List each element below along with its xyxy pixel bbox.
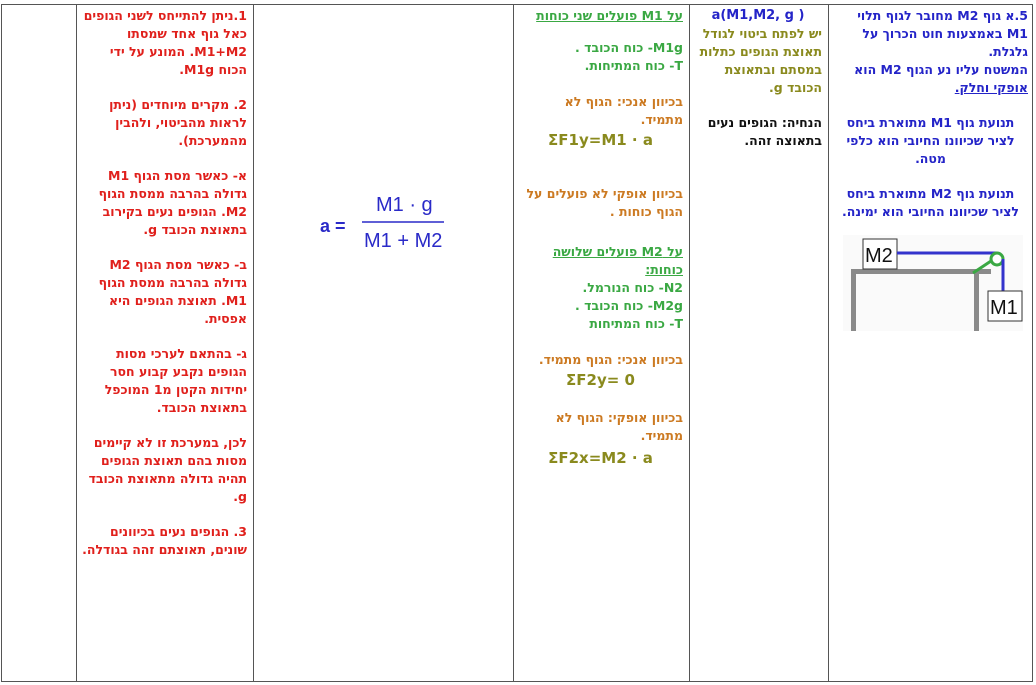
- m1-horizontal-note: בכיוון אופקי לא פועלים על הגוף כוחות .: [526, 186, 683, 219]
- m2-vertical-note: בכיוון אנכי: הגוף מתמיד.: [538, 352, 683, 367]
- conclusion-b: ב- כאשר מסת הגוף M2 גדולה בהרבה ממסת הגוף M1. תאוצת הגופים היא אפסית.: [98, 257, 247, 326]
- m1-motion-description: תנועת גוף M1 מתוארת ביחס לציר שכיוונו החיובי הוא כלפי מטה.: [846, 115, 1015, 166]
- label-m2: M2: [865, 245, 893, 267]
- question-hint: הנחיה: הגופים נעים בתאוצה זהה.: [707, 115, 822, 148]
- fraction-svg: [254, 190, 512, 260]
- m1-newton-formula: ΣF1y=M1 · a: [548, 131, 653, 149]
- forces-column: [514, 5, 690, 681]
- conclusion-1: 1.ניתן להתייחס לשני הגופים כאל גוף אחד שמסתו M1+M2. המונע על ידי הכוח M1g.: [83, 8, 247, 77]
- table-top: [851, 269, 991, 274]
- surface-description: [833, 61, 1028, 97]
- m2-force-normal: N2- כוח הנורמל.: [582, 280, 683, 295]
- conclusion-2: 2. מקרים מיוחדים (ניתן לראות מהביטוי, ולהבין מהמערכת).: [109, 97, 247, 148]
- m1-force-tension: T- כוח המתיחות.: [584, 58, 683, 73]
- pulley-wheel: [991, 253, 1003, 265]
- question-column: [690, 5, 829, 681]
- m2-horizontal-note: בכיוון אופקי: הגוף לא מתמיד.: [555, 410, 683, 443]
- formula-denominator: M1 + M2: [364, 230, 443, 252]
- m2-motion-description: תנועת גוף M2 מתוארת ביחס לציר שכיוונו החיובי הוא ימינה.: [842, 186, 1019, 219]
- question-text: יש לפתח ביטוי לגודל תאוצת הגופים כתלות במסתם ובתאוצת הכובד g.: [699, 26, 822, 95]
- m1-vertical-note: בכיוון אנכי: הגוף לא מתמיד.: [564, 94, 683, 127]
- m2-force-gravity: M2g- כוח הכובד .: [575, 298, 683, 313]
- m2-force-tension: T- כוח המתיחות: [589, 316, 683, 331]
- question-function: a(M1,M2, g ): [711, 8, 805, 23]
- conclusion-c: ג- בהתאם לערכי מסות הגופים נקבע קבוע חסר יחידות הקטן מ1 המוכפל בתאוצת הכובד.: [104, 346, 247, 415]
- surface-underlined: אופקי וחלק.: [954, 80, 1028, 95]
- m1-forces-title: על M1 פועלים שני כוחות: [536, 8, 683, 23]
- m2-vertical-formula: ΣF2y= 0: [566, 371, 635, 389]
- problem-column: [829, 5, 1034, 681]
- pulley-diagram: [837, 229, 1033, 335]
- table-leg-left: [851, 269, 856, 331]
- acceleration-formula: [254, 190, 513, 265]
- m1-force-gravity: M1g- כוח הכובד .: [575, 40, 683, 55]
- empty-column: [2, 5, 77, 681]
- formula-numerator: M1 · g: [376, 194, 433, 216]
- conclusion-d: לכן, במערכת זו לא קיימים מסות בהם תאוצת הגופים תהיה גדולה מתאוצת הכובד g.: [88, 435, 247, 504]
- conclusion-3: 3. הגופים נעים בכיוונים שונים, תאוצתם זהה בגודלה.: [82, 524, 247, 557]
- m2-horizontal-formula: ΣF2x=M2 · a: [548, 449, 653, 467]
- label-m1: M1: [990, 297, 1018, 319]
- m2-forces-title: על M2 פועלים שלושה כוחות:: [552, 244, 683, 277]
- problem-statement: 5.א גוף M2 מחובר לגוף תלוי M1 באמצעות חוט הכרוך על גלגלת.: [857, 8, 1028, 59]
- conclusion-a: א- כאשר מסת הגוף M1 גדולה בהרבה ממסת הגוף M2. הגופים נעים בקירוב בתאוצת הכובד g.: [98, 168, 247, 237]
- formula-column: [254, 5, 514, 681]
- content-table: [1, 4, 1033, 682]
- table-leg-right: [974, 269, 979, 331]
- formula-lhs: a =: [320, 216, 346, 236]
- surface-text: המשטח עליו נע הגוף M2 הוא: [854, 62, 1028, 77]
- conclusions-column: [77, 5, 254, 681]
